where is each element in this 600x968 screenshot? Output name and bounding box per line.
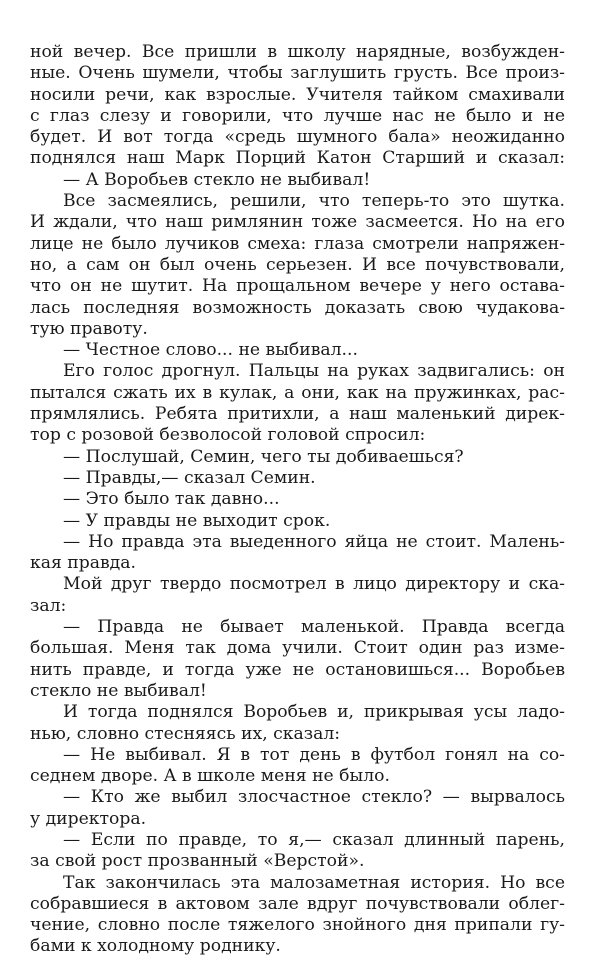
text-line: — Если по правде, то я,— сказал длинный парень,: [63, 829, 565, 850]
text-line: седнем дворе. А в школе меня не было.: [30, 766, 390, 787]
text-line: И тогда поднялся Воробьев и, прикрывая усы ладо-: [63, 702, 565, 723]
text-line: — Но правда эта выеденного яйца не стоит. Малень-: [63, 531, 565, 552]
text-line: носили речи, как взрослые. Учителя тайком смахивали: [30, 84, 565, 105]
text-line: — Это было так давно...: [63, 489, 280, 510]
text-line: — Правда не бывает маленькой. Правда всегда: [63, 617, 565, 638]
text-line: пытался сжать их в кулак, а они, как на пружинках, рас-: [30, 382, 565, 403]
text-line: собравшиеся в актовом зале вдруг почувствовали облег-: [30, 893, 565, 914]
text-line: будет. И вот тогда «средь шумного бала» неожиданно: [30, 127, 565, 148]
text-line: — Не выбивал. Я в тот день в футбол гонял на со-: [63, 744, 565, 765]
text-line: — У правды не выходит срок.: [63, 510, 331, 531]
text-line: нью, словно стесняясь их, сказал:: [30, 723, 341, 744]
text-line: нить правде, и тогда уже не остановишься... Воробьев: [30, 659, 565, 680]
text-line: чение, словно после тяжелого знойного дня припали гу-: [30, 915, 565, 936]
text-line: большая. Меня так дома учили. Стоит один раз изме-: [30, 638, 565, 659]
text-line: — А Воробьев стекло не выбивал!: [63, 169, 371, 190]
text-line: прямлялись. Ребята притихли, а наш маленький дирек-: [30, 404, 565, 425]
text-line: тую правоту.: [30, 318, 148, 339]
text-line: — Кто же выбил злосчастное стекло? — вырвалось: [63, 787, 565, 808]
text-line: но, а сам он был очень серьезен. И все почувствовали,: [30, 254, 565, 275]
text-line: — Послушай, Семин, чего ты добиваешься?: [63, 446, 464, 467]
text-line: И ждали, что наш римлянин тоже засмеется. Но на его: [30, 212, 565, 233]
text-line: — Честное слово... не выбивал...: [63, 340, 358, 361]
text-line: Его голос дрогнул. Пальцы на руках задвигались: он: [63, 361, 565, 382]
text-line: Так закончилась эта малозаметная история. Но все: [63, 872, 565, 893]
text-line: зал:: [30, 595, 67, 616]
text-line: бами к холодному роднику.: [30, 936, 281, 957]
text-line: за свой рост прозванный «Верстой».: [30, 851, 365, 872]
text-line: что он не шутит. На прощальном вечере у него остава-: [30, 276, 565, 297]
text-line: Все засмеялись, решили, что теперь-то это шутка.: [63, 191, 565, 212]
text-line: с глаз слезу и говорили, что лучше нас не было и не: [30, 105, 565, 126]
text-line: Мой друг твердо посмотрел в лицо директору и ска-: [63, 574, 565, 595]
text-line: стекло не выбивал!: [30, 680, 207, 701]
text-line: ной вечер. Все пришли в школу нарядные, возбужден-: [30, 42, 565, 62]
text-line: кая правда.: [30, 553, 136, 574]
text-line: лась последняя возможность доказать свою чудакова-: [30, 297, 565, 318]
text-line: поднялся наш Марк Порций Катон Старший и сказал:: [30, 148, 565, 169]
text-line: тор с розовой безволосой головой спросил:: [30, 425, 426, 446]
text-line: — Правды,— сказал Семин.: [63, 467, 316, 488]
text-line: ные. Очень шумели, чтобы заглушить грусть. Все произ-: [30, 63, 565, 84]
text-line: лице не было лучиков смеха: глаза смотрели напряжен-: [30, 233, 565, 254]
body-text: [30, 42, 565, 958]
text-line: у директора.: [30, 808, 147, 829]
